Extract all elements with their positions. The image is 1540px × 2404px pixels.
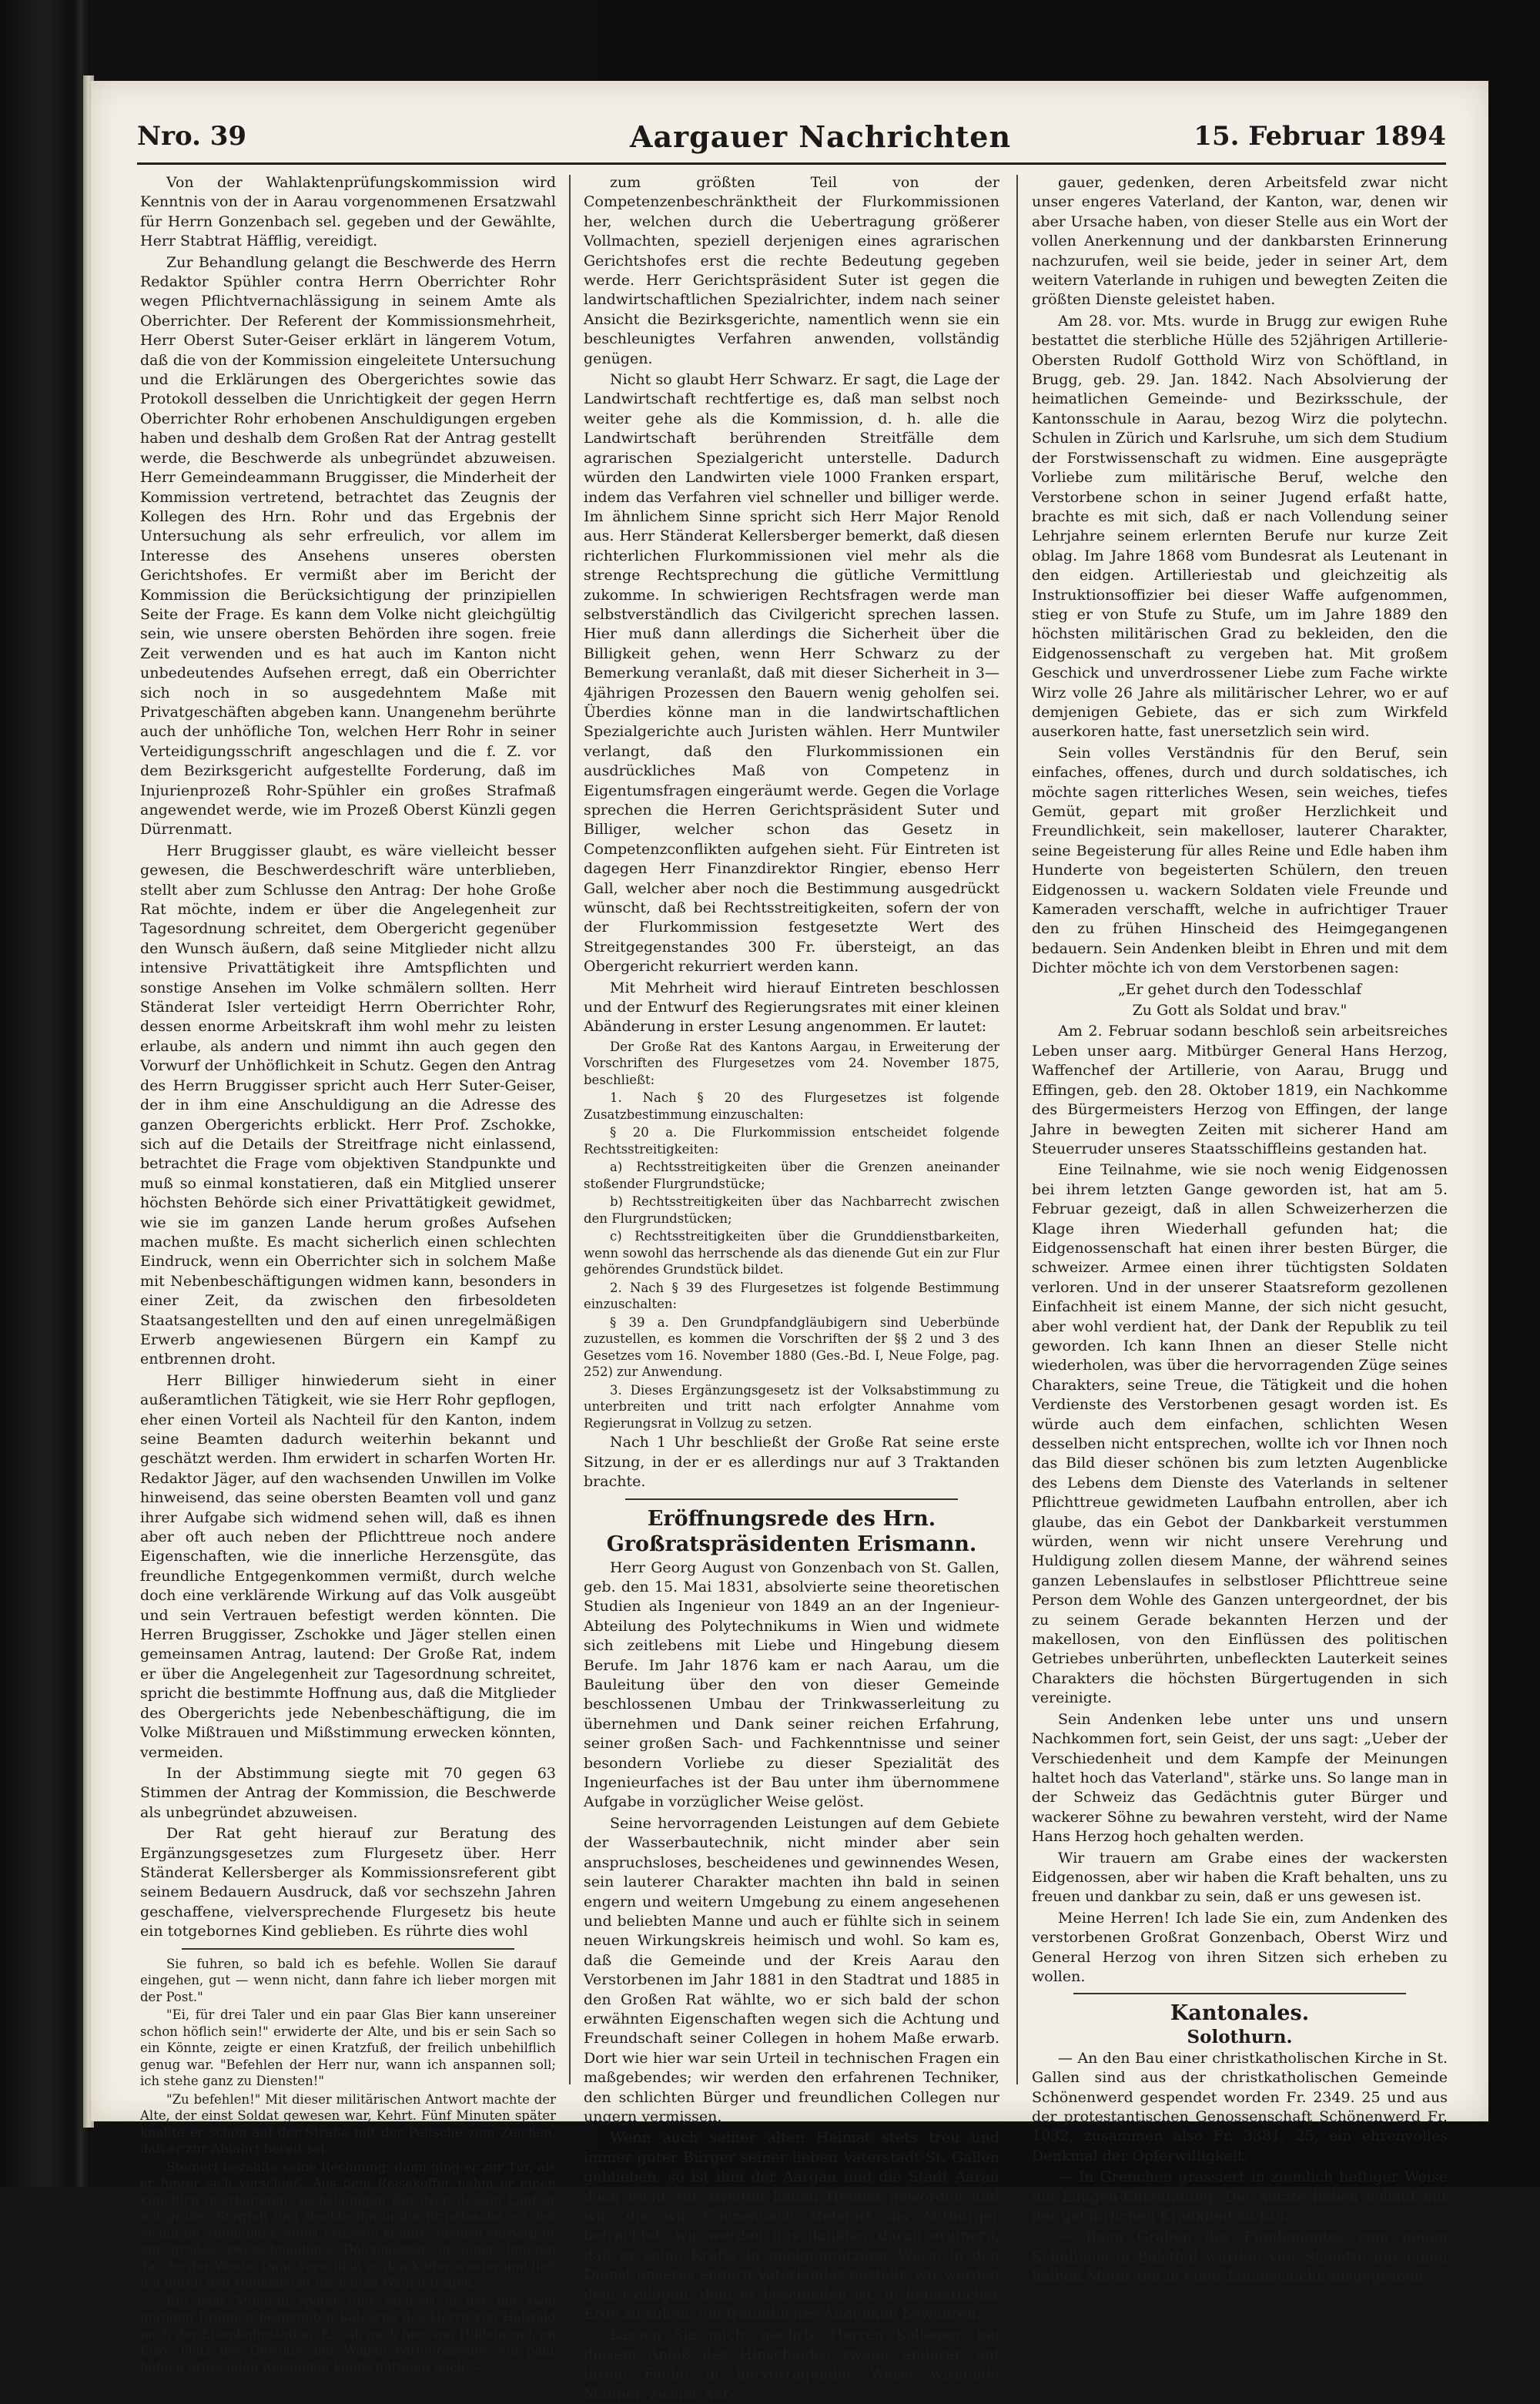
paragraph: Von der Wahlaktenprüfungskommission wird Kenntnis von der in Aarau vorgenommenen Ersatzwahl für Herrn Gonzenbach sel. gegeben und der Gewählte, Herr Stabtrat Häfflig, vereidigt. [140, 174, 556, 250]
paragraph: Nicht so glaubt Herr Schwarz. Er sagt, die Lage der Landwirtschaft rechtfertige es, daß man selbst noch weiter gehe als die Kommission, d. h. alle die Landwirtschaft berührenden Streitfälle dem agrarischen Spezialgericht unterstelle. Dadurch würden den Landwirten viele 1000 Franken erspart, indem das Verfahren viel schneller und billiger werde. Im ähnlichem Sinne spricht sich Herr Major Renold aus. Herr Ständerat Kellersberger bemerkt, daß diesen richterlichen Flurkommissionen viel mehr als die strenge Rechtsprechung die gütliche Vermittlung zukomme. In schwierigen Rechtsfragen werde man selbstverständlich das Civilgericht sprechen lassen. Hier muß dann allerdings die Sicherheit über die Billigkeit gehen, wenn Herr Schwarz zu der Bemerkung veranlaßt, daß mit dieser Sicherheit in 3—4jährigen Prozessen den Bauern wenig geholfen sei. Überdies könne man in die landwirtschaftlichen Spezialgerichte auch Juristen wählen. Herr Muntwiler verlangt, daß den Flurkommissionen ein ausdrückliches Maß von Competenz in Eigentumsfragen eingeräumt werde. Gegen die Vorlage sprechen die Herren Gerichtspräsident Suter und Billiger, welcher schon das Gesetz in Competenzconflikten aufgehen sieht. Für Eintreten ist dagegen Herr Finanzdirektor Ringier, ebenso Herr Gall, welcher aber noch die Bestimmung ausgedrückt wünscht, daß bei Rechtsstreitigkeiten, sofern der von der Flurkommission festgesetzte Wert des Streitgegenstandes 300 Fr. übersteigt, an das Obergericht rekurriert werden kann. [584, 371, 999, 976]
paragraph: Sein volles Verständnis für den Beruf, sein einfaches, offenes, durch und durch soldatisches, ich möchte sagen ritterliches Wesen, sein weiches, tiefes Gemüt, gepart mit großer Herzlichkeit und Freundlichkeit, sein makelloser, lauterer Charakter, seine Begeisterung für alles Reine und Edle haben ihm Hunderte von begeisterten Schülern, den treuen Eidgenossen u. wackern Soldaten viele Freunde und Kameraden verschafft, welche in aufrichtiger Trauer den zu frühen Hinscheid des Heimgegangenen bedauern. Sein Andenken bleibt in Ehren und mit dem Dichter möchte ich von dem Verstorbenen sagen: [1032, 744, 1448, 977]
paragraph: — In Grenchen grassiert in ziemlich heftiger Weise die Lungen-Entzündung. Die Aerzte haben vollauf mit der gefährlichen Krankheit zu tun. [1032, 2168, 1448, 2225]
paragraph: Nach 1 Uhr beschließt der Große Rat seine erste Sitzung, in der er es allerdings nur auf 3 Traktanden brachte. [584, 1434, 999, 1491]
paragraph: — An den Bau einer christkatholischen Kirche in St. Gallen sind aus der christkatholischen Gemeinde Schönenwerd gespendet worden Fr. 2349. 25 und aus der protestantischen Genossenschaft Schönenwerd Fr. 1032, zusammen also Fr. 3381. 25, ein ehrenvolles Denkmal der Opferwilligkeit. [1032, 2049, 1448, 2165]
column-divider [569, 175, 571, 2084]
paragraph: Herr Georg August von Gonzenbach von St. Gallen, geb. den 15. Mai 1831, absolvierte seine theoretischen Studien als Ingenieur von 1849 an an der Ingenieur-Abteilung des Polytechnikums in Wien und widmete sich zeitlebens mit Liebe und Hingebung diesem Berufe. Im Jahr 1876 kam er nach Aarau, um die Bauleitung über den von dieser Gemeinde beschlossenen Umbau der Trinkwasserleitung zu übernehmen und Dank seiner reichen Erfahrung, seiner großen Sach- und Fachkenntnisse und seiner besondern Vorliebe zu dieser Spezialität des Ingenieurfaches ist der Bau unter ihm übernommene Aufgabe in vorzüglicher Weise gelöst. [584, 1559, 999, 1811]
paragraph: Meine Herren! Ich lade Sie ein, zum Andenken des verstorbenen Großrat Gonzenbach, Oberst Wirz und General Herzog von ihren Sitzen sich erheben zu wollen. [1032, 1909, 1448, 1985]
quote-line: „Er gehet durch den Todesschlaf [1117, 980, 1362, 998]
column-2 [584, 173, 999, 2402]
header-rule [137, 162, 1446, 165]
paragraph: 1. Nach § 20 des Flurgesetzes ist folgende Zusatzbestimmung einzuschalten: [584, 1090, 999, 1122]
paragraph: Steinert bezahlte seine Rechnung, dann ging er zur Tür, als er hinter sich verschloß. Aus dem Reisekoffer nahm er einen künstlich gearbeiteten, sechsläufigen Revolver, dessen Lauf er mit großer Sorgfalt und steckte ihn in die Brusttasche, so daß er ihn im Augenblick sofort erfassen konnte; ebenso verbarg er ein großes zweischneidiges Dolchmesser in einer inneren Tasche der Weste. Dann verschloß er den Koffer wieder und ließ ihn durch den Hausknecht nach dem Wagen tragen. [140, 2159, 557, 2291]
issue-number: Nro. 39 [137, 121, 247, 152]
paragraph: § 39 a. Den Grundpfandgläubigern sind Ueberbünde zuzustellen, es kommen die Vorschriften der §§ 2 und 3 des Gesetzes vom 16. November 1880 (Ges.-Bd. I, Neue Folge, pag. 252) zur Anwendung. [584, 1314, 999, 1380]
paragraph: "Zu befehlen!" Mit dieser militärischen Antwort machte der Alte, der einst Soldat gewesen war, Kehrt. Fünf Minuten später knallte er schon auf der Straße mit der Peitsche zum Zeichen, daß er zur Abfahrt bereit sei. [140, 2091, 556, 2157]
paragraph: Sie fuhren, so bald ich es befehle. Wollen Sie darauf eingehen, gut — wenn nicht, dann fahre ich lieber morgen mit der Post." [140, 1956, 556, 2004]
paragraph: 2. Nach § 39 des Flurgesetzes ist folgende Bestimmung einzuschalten: [584, 1280, 999, 1312]
column-divider [1016, 175, 1018, 2084]
paragraph: Sein Andenken lebe unter uns und unsern Nachkommen fort, sein Geist, der uns sagt: „Ueber der Verschiedenheit und dem Kampfe der Meinungen haltet hoch das Vaterland", stärke uns. So lange man in der Schweiz das Gedächtnis guter Bürger und wackerer Söhne zu bewahren versteht, wird der Name Hans Herzog hoch gehalten werden. [1032, 1710, 1448, 1846]
section-separator [625, 1498, 958, 1500]
law-text [584, 1039, 999, 1432]
paragraph: Mit Mehrheit wird hierauf Eintreten beschlossen und der Entwurf des Regierungsrates mit einer kleinen Abänderung in erster Lesung angenommen. Er lautet: [584, 979, 999, 1036]
paragraph: Seine hervorragenden Leistungen auf dem Gebiete der Wasserbautechnik, nicht minder aber sein anspruchsloses, bescheidenes und gewinnendes Wesen, sein lauterer Charakter machten ihn bald in seinen engern und weitern Umgebung zu einem angesehenen und beliebten Manne und auch er fühlte sich in seinem neuen Wirkungskreis heimisch und wohl. So kam es, daß die Gemeinde und der Kreis Aarau den Verstorbenen im Jahr 1881 in den Stadtrat und 1885 in den Großen Rat wählte, wo er sich bald der schon erwähnten Eigenschaften wegen sich die Achtung und Freundschaft seiner Collegen in hohem Maße erwarb. Dort wie hier war sein Urteil in technischen Fragen ein maßgebendes; wir werden den erfahrenen Techniker, den schlichten Bürger und freundlichen Collegen nur ungern vermissen. [584, 1814, 999, 2125]
column-1 [140, 173, 557, 2375]
column-3 [1032, 173, 1448, 2285]
paragraph: Zur Behandlung gelangt die Beschwerde des Herrn Redaktor Spühler contra Herrn Oberrichter Rohr wegen Pflichtvernachlässigung in seinem Amte als Oberrichter. Der Referent der Kommissionsmehrheit, Herr Oberst Suter-Geiser erklärt in längerem Votum, daß die von der Kommission eingeleitete Untersuchung und die Erklärungen des Obergerichtes sowie das Protokoll desselben die Unrichtigkeit der gegen Herrn Oberrichter Rohr erhobenen Anschuldigungen ergeben haben und deshalb dem Großen Rat der Antrag gestellt werde, die Beschwerde als unbegründet abzuweisen. Herr Gemeindeammann Bruggisser, die Minderheit der Kommission vertretend, betrachtet das Zeugnis der Kollegen des Hrn. Rohr und das Ergebnis der Untersuchung als sehr erfreulich, vor allem im Interesse des Ansehens unseres obersten Gerichtshofes. Er vermißt aber im Bericht der Kommission die Berücksichtigung der prinzipiellen Seite der Frage. Es kann dem Volke nicht gleichgültig sein, wie unsere obersten Behörden ihre sogen. freie Zeit verwenden und es hat auch im Kanton nicht unbedeutendes Aufsehen erregt, daß ein Oberrichter sich noch in so ausgedehntem Maße mit Privatgeschäften abgeben kann. Unangenehm berührte auch der unhöfliche Ton, welchen Herr Rohr in seiner Verteidigungsschrift angeschlagen und die f. Z. vor dem Bezirksgericht aufgestellte Forderung, daß im Injurienprozeß Rohr-Spühler ein großes Strafmaß angewendet werde, wie im Prozeß Oberst Künzli gegen Dürrenmatt. [140, 253, 556, 839]
paragraph: Ein paar Minuten später fuhr Steinert in der mit zwei mutigen Braunen bespannten Kalesche des Herrn von Helwald nach der Eisenbahnstation. Er sah auch hier von Hildebrand, an Ecke Platz des Gewölbe der Wagen vorbeirasselte, ein paar höflich grüßenden Reisenden kopfschüttelnd nach. — [140, 2293, 556, 2375]
paragraph: Herr Bruggisser glaubt, es wäre vielleicht besser gewesen, die Beschwerdeschrift wäre unterblieben, stellt aber zum Schlusse den Antrag: Der hohe Große Rat möchte, indem er über die Angelegenheit zur Tagesordnung schreitet, dem Obergericht gegenüber den Wunsch äußern, daß seine Mitglieder nicht allzu intensive Privattätigkeit ihre Amtspflichten und sonstige Ansehen im Volke schmälern sollten. Herr Ständerat Isler verteidigt Herrn Oberrichter Rohr, dessen enorme Arbeitskraft ihm wohl mehr zu leisten erlaube, als andern und nimmt ihn auch gegen den Vorwurf der Unhöflichkeit in Schutz. Gegen den Antrag des Herrn Bruggisser spricht auch Herr Suter-Geiser, der in ihm eine Anschuldigung an die Adresse des ganzen Obergerichts erblickt. Herr Prof. Zschokke, sich auf die Details der Streitfrage nicht einlassend, betrachtet die Frage vom objektiven Standpunkte und muß so einmal konstatieren, daß ein Mitglied unserer höchsten Behörde sich einer Privattätigkeit gewidmet, wie sie im ganzen Lande herum großes Aufsehen machen mußte. Es macht sicherlich einen schlechten Eindruck, wenn ein Oberrichter sich in solchem Maße mit Nebenbeschäftigungen widmen kann, besonders in einer Zeit, da zwischen den firbesoldeten Staatsangestellten und den auf einen unregelmäßigen Erwerb angewiesenen Bürgern ein Kampf zu entbrennen droht. [140, 842, 556, 1368]
paragraph: Der Rat geht hierauf zur Beratung des Ergänzungsgesetzes zum Flurgesetz über. Herr Ständerat Kellersberger als Kommissionsreferent gibt seinem Bedauern Ausdruck, daß vor sechszehn Jahren geschaffene, vielversprechende Flurgesetz bis heute ein totgebornes Kind geblieben. Es rührte dies wohl [140, 1825, 556, 1940]
paragraph: — Beim Graben des Fundamentes zum neuen Schulhaus in Balsthal wurden vier Skelette nur einen halben Meter tief in einer Lehmschicht ausgegraben. [1032, 2228, 1448, 2285]
masthead-title: Aargauer Nachrichten [630, 119, 1012, 154]
subsection-heading: Solothurn. [1187, 2027, 1293, 2048]
paragraph: 3. Dieses Ergänzungsgesetz ist der Volksabstimmung zu unterbreiten und tritt nach erfolgter Annahme vom Regierungsrat in Vollzug zu setzen. [584, 1382, 999, 1431]
page-header [137, 115, 1446, 161]
paragraph: zum größten Teil von der Competenzenbeschränktheit der Flurkommissionen her, welchen durch die Uebertragung größerer Vollmachten, speziell derjenigen eines agrarischen Gerichtshofes erst die rechte Bedeutung gegeben werde. Herr Gerichtspräsident Suter ist gegen die landwirtschaftlichen Spezialrichter, indem nach seiner Ansicht die Bezirksgerichte, namentlich wenn sie ein beschleunigtes Verfahren anwenden, vollständig genügen. [584, 174, 999, 367]
paragraph: a) Rechtsstreitigkeiten über die Grenzen aneinander stoßender Flurgrundstücke; [584, 1160, 999, 1191]
paragraph: In der Abstimmung siegte mit 70 gegen 63 Stimmen der Antrag der Kommission, die Beschwerde als unbegründet abzuweisen. [140, 1764, 556, 1821]
paragraph: gauer, gedenken, deren Arbeitsfeld zwar nicht unser engeres Vaterland, der Kanton, war, denen wir aber Ursache haben, von dieser Stelle aus ein Wort der vollen Anerkennung und der dankbarsten Erinnerung nachzurufen, weil sie beide, jeder in seiner Art, dem weitern Vaterlande in ruhigen und bewegten Zeiten die größten Dienste geleistet haben. [1032, 174, 1448, 309]
paragraph: "Ei, für drei Taler und ein paar Glas Bier kann unsereiner schon höflich sein!" erwiderte der Alte, und bis er sein Sach so ein Könnte, zeigte er einen Kratzfuß, der freilich unbehilflich genug war. "Befehlen der Herr nur, wann ich anspannen soll; ich stehe ganz zu Diensten!" [140, 2007, 556, 2089]
newspaper-page [91, 81, 1488, 2402]
article-heading: Eröffnungsrede des Hrn. Großratspräsidenten Erismann. [606, 1506, 977, 1556]
section-separator [1073, 1993, 1406, 1994]
paragraph: Der Große Rat des Kantons Aargau, in Erweiterung der Vorschriften des Flurgesetzes vom 24. November 1875, beschließt: [584, 1039, 999, 1087]
paragraph: Am 2. Februar sodann beschloß sein arbeitsreiches Leben unser aarg. Mitbürger General Hans Herzog, Waffenchef der Artillerie, von Aarau, Brugg und Effingen, geb. den 28. Oktober 1819, ein Nachkomme des Bürgermeisters Herzog von Effingen, der lange Jahre in bewegten Zeiten mit sicherer Hand am Steuerruder unseres Staatsschiffleins gestanden hat. [1032, 1023, 1448, 1157]
feuilleton [140, 1956, 556, 2376]
paragraph: Wenn auch seiner alten Heimat stets treu und immer guter Bürger seiner lieben Vaterstadt St. Gallen geblieben, so ist ihm der Aargau und die Stadt Aarau doch recht zur zweiten lieben Heimat geworden und wir, die wir Gonzenbach stetsfort als Mitbürger betrachtet, wir werden uns dankbar daran erinnern, daß er seine Kräfte in uneigennütziger Weise in den Dienst unseres engern Vaterlandes gestellt; wir werden dem Collegen, dem es beschieden ist, in heimatlicher Erde zu ruhen, ein freundliches Andenken bewahren. [584, 2129, 999, 2323]
paragraph: c) Rechtsstreitigkeiten über die Grunddienstbarkeiten, wenn sowohl das herrschende als das dienende Gut ein zur Flur gehörendes Grundstück bildet. [584, 1229, 999, 1277]
section-heading: Kantonales. [1170, 2001, 1310, 2026]
paragraph: Wir trauern am Grabe eines der wackersten Eidgenossen, aber wir haben die Kraft behalten, uns zu freuen und dankbar zu sein, daß er uns gewesen ist. [1032, 1849, 1448, 1906]
paragraph: § 20 a. Die Flurkommission entscheidet folgende Rechtsstreitigkeiten: [584, 1125, 999, 1157]
quote-line: Zu Gott als Soldat und brav." [1132, 1002, 1348, 1020]
paragraph: Am 28. vor. Mts. wurde in Brugg zur ewigen Ruhe bestattet die sterbliche Hülle des 52jährigen Artillerie-Obersten Rudolf Gotthold Wirz von Schöftland, in Brugg, geb. 29. Jan. 1842. Nach Absolvierung der heimatlichen Gemeinde- und Bezirksschule, der Kantonsschule in Aarau, bezog Wirz die polytechn. Schulen in Zürich und Karlsruhe, um sich dem Studium der Forstwissenschaft zu widmen. Eine ausgeprägte Vorliebe zum militärische Beruf, welche den Verstorbene schon in seiner Jugend erfaßt hatte, brachte es mit sich, daß er nach Vollendung seiner Lehrjahre seinem erlernten Berufe nur kurze Zeit oblag. Im Jahre 1868 vom Bundesrat als Leutenant in den eidgen. Artilleriestab und gleichzeitig als Instruktionsoffizier bei dieser Waffe aufgenommen, stieg er von Stufe zu Stufe, um im Jahre 1889 den höchsten militärischen Grad zu bekleiden, den die Eidgenossenschaft zu vergeben hat. Mit großem Geschick und unverdrossener Liebe zum Fache wirkte Wirz volle 26 Jahre als militärischer Lehrer, wo er auf demjenigen Gebiete, das er sich zum Wirkfeld auserkoren hatte, fast unersetzlich sein wird. [1032, 312, 1448, 741]
issue-date: 15. Februar 1894 [1194, 121, 1446, 152]
paragraph: Lassen Sie mich, geehrte Herren Kollegen, bei diesem Anlaß des Hinscheides zweier anderer, auf ihrem Fache in hervorragender Weise wirkende Männer, zweier Aar- [584, 2326, 999, 2402]
paragraph: Eine Teilnahme, wie sie noch wenig Eidgenossen bei ihrem letzten Gange geworden ist, hat am 5. Februar gezeigt, daß in allen Schweizerherzen die Klage ihren Wiederhall gefunden hat; die Eidgenossenschaft hat einen ihrer besten Bürger, die schweizer. Armee einen ihrer tüchtigsten Soldaten verloren. Und in der unserer Staatsreform gezollenen Einfachheit ist einem Manne, der sich nicht gesucht, aber wohl verdient hat, der Dank der Republik zu teil geworden. Ich kann Ihnen an dieser Stelle nicht wiederholen, was über die hervorragenden Züge seines Charakters, seine Treue, die Tätigkeit und die hohen Verdienste des Verstorbenen gesagt worden ist. Es würde auch dem einfachen, schlichten Wesen desselben nicht entsprechen, wollte ich vor Ihnen noch das Bild dieser schönen bis zum letzten Augenblicke des Lebens dem Dienste des Vaterlands in seltener Pflichttreue gewidmeten Laufbahn entrollen, aber ich glaube, das ein Gebot der Dankbarkeit verstummen würden, wenn wir nicht unsere Verehrung und Huldigung zollen diesem Manne, der während seines ganzen Lebenslaufes in selbstloser Pflichttreue seine Person dem Wohle des Ganzen untergeordnet, der bis zu seinem Gerade bekannten Herzen und der makellosen, von den Einflüssen des politischen Getriebes unberührten, unbefleckten Lauterkeit seines Charakters die höchsten Bürgertugenden in sich vereinigte. [1032, 1161, 1448, 1707]
feuilleton-separator [182, 1948, 514, 1950]
paragraph: b) Rechtsstreitigkeiten über das Nachbarrecht zwischen den Flurgrundstücken; [584, 1194, 999, 1226]
paragraph: Herr Billiger hinwiederum sieht in einer außeramtlichen Tätigkeit, wie sie Herr Rohr gepflogen, eher einen Vorteil als Nachteil für den Kanton, indem seine Beamten dadurch weiterhin bekannt und geschätzt werden. Ihm erwidert in scharfen Worten Hr. Redaktor Jäger, auf den wachsenden Unwillen im Volke hinweisend, das seine obersten Beamten voll und ganz ihrer Aufgabe sich widmend sehen will, daß es ihnen aber oft auch neben der Pflichttreue noch andere Eigenschaften, wie die innerliche Herzensgüte, das freundliche Entgegenkommen vermißt, durch welche doch eine verklärende Wirkung auf das Volk ausgeübt und sein Vertrauen befestigt werden könnten. Die Herren Bruggisser, Zschokke und Jäger stellen einen gemeinsamen Antrag, lautend: Der Große Rat, indem er über die Angelegenheit zur Tagesordnung schreitet, spricht die bestimmte Hoffnung aus, daß die Mitglieder des Obergerichts jede Nebenbeschäftigung, die im Volke Mißtrauen und Mißstimmung erwecken könnten, vermeiden. [140, 1371, 556, 1761]
